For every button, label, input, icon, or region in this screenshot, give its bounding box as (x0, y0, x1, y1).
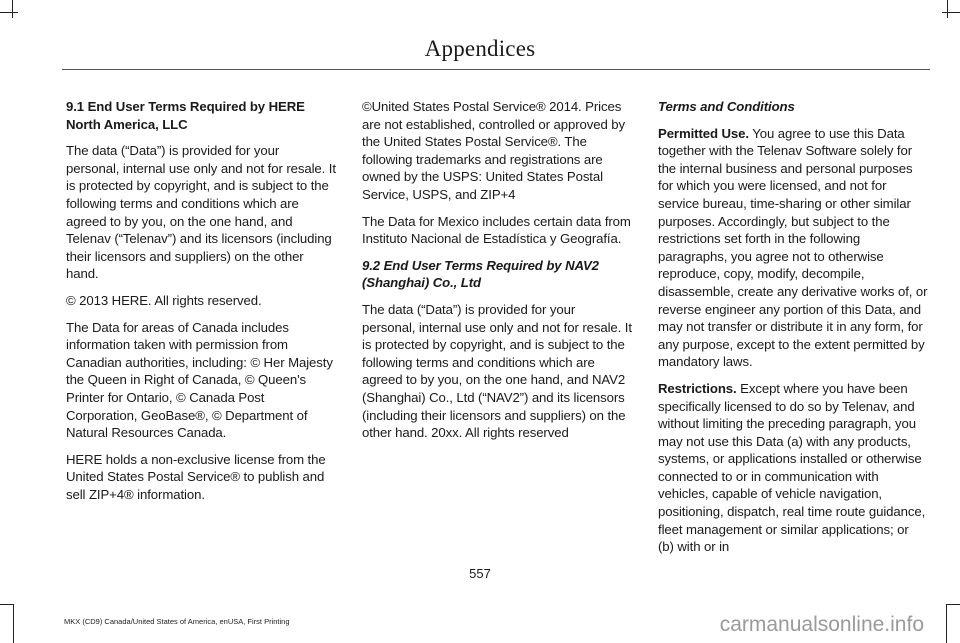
paragraph-body: Except where you have been specifically licensed to do so by Telenav, and without limiting the preceding paragraph, you may not use this Data (a) with any products, systems, or applications installed or otherwise connected to or in communication with vehicles, capable of vehicle navigation, positioning, dispatch, real time route guidance, fleet management or similar applications; or (b) with or in (658, 380, 926, 555)
text-column-2 (362, 98, 632, 451)
watermark-logo: carmanualsonline.info (719, 613, 924, 636)
paragraph: The Data for areas of Canada includes information taken with permission from Canadian authorities, including: © Her Majesty the Queen in Right of Canada, © Queen's Printer for Ontario, © Canada Post Corporation, GeoBase®, © Department of Natural Resources Canada. (66, 319, 333, 441)
crop-mark-top-left-h (0, 12, 18, 13)
section-heading: 9.2 End User Terms Required by NAV2 (Shanghai) Co., Ltd (362, 257, 599, 291)
paragraph: ©United States Postal Service® 2014. Prices are not established, controlled or approved by the United States Postal Service®. The following trademarks and registrations are owned by the USPS: United States Postal Service, USPS, and ZIP+4 (362, 99, 625, 202)
page-title: Appendices (424, 36, 536, 61)
text-column-1 (66, 98, 336, 512)
paragraph (658, 125, 928, 371)
paragraph (658, 380, 928, 556)
paragraph: © 2013 HERE. All rights reserved. (66, 292, 262, 308)
section-heading: 9.1 End User Terms Required by HERE North America, LLC (66, 99, 305, 132)
paragraph: HERE holds a non-exclusive license from the United States Postal Service® to publish and sell ZIP+4® information. (66, 451, 326, 502)
page-number: 557 (469, 566, 491, 581)
crop-mark-bottom-right-v (946, 604, 947, 643)
crop-mark-bottom-left-v (13, 604, 14, 643)
crop-mark-top-left-v (12, 0, 13, 18)
header-divider (62, 69, 930, 70)
paragraph: The Data for Mexico includes certain data from Instituto Nacional de Estadística y Geografía. (362, 213, 631, 247)
footer-print-info: MKX (CD9) Canada/United States of America, enUSA, First Printing (64, 617, 290, 626)
text-column-3 (658, 98, 928, 565)
section-heading: Terms and Conditions (658, 99, 795, 114)
crop-mark-top-right-v (947, 0, 948, 18)
paragraph: The data (“Data”) is provided for your personal, internal use only and not for resale. It is protected by copyright, and is subject to the following terms and conditions which are agreed to by you, on the one hand, and NAV2 (Shanghai) Co., Ltd (“NAV2”) and its licensors (including their licensors and suppliers) on the other hand. 20xx. All rights reserved (362, 301, 632, 441)
crop-mark-bottom-right-h (946, 604, 960, 605)
paragraph: The data (“Data”) is provided for your personal, internal use only and not for resale. It is protected by copyright, and is subject to the following terms and conditions which are agreed to by you, on the one hand, and Telenav (“Telenav”) and its licensors (including their licensors and suppliers) on the other hand. (66, 143, 336, 282)
crop-mark-bottom-left-h (0, 604, 14, 605)
paragraph-lead: Restrictions. (658, 380, 737, 396)
paragraph-lead: Permitted Use. (658, 125, 749, 141)
paragraph-body: You agree to use this Data together with the Telenav Software solely for the internal business and personal purposes for which you were licensed, and not for service bureau, time-sharing or other similar purposes. Accordingly, but subject to the restrictions set forth in the following paragraphs, you agree not to otherwise reproduce, copy, modify, decompile, disassemble, create any derivative works of, or reverse engineer any portion of this Data, and may not transfer or distribute it in any form, for any purpose, except to the extent permitted by mandatory laws. (658, 125, 928, 370)
crop-mark-top-right-h (942, 12, 960, 13)
